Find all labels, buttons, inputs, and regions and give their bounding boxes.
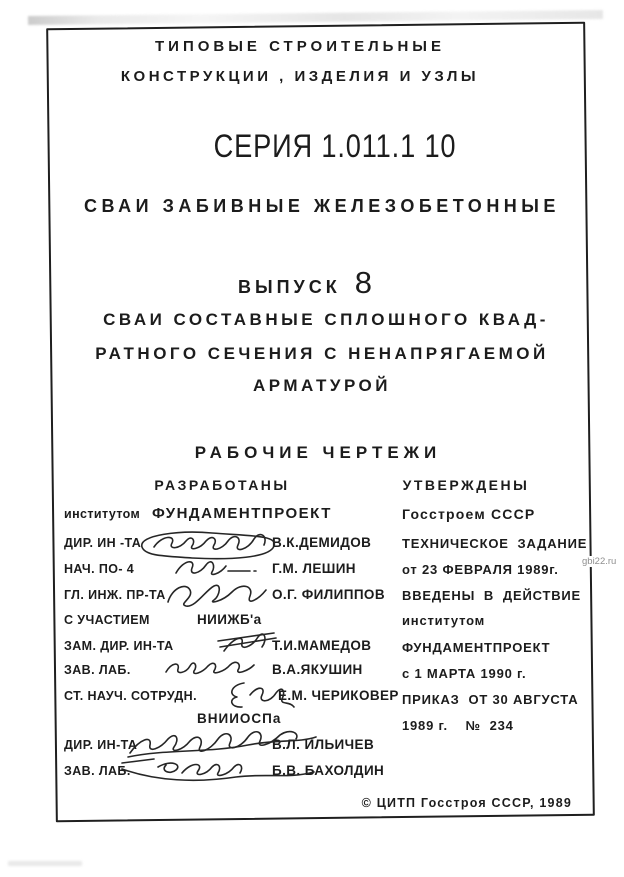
- institute-name: ФУНДАМЕНТПРОЕКТ: [152, 505, 332, 522]
- role-label: С УЧАСТИЕМ: [64, 613, 150, 627]
- institute-label: институтом: [64, 507, 141, 521]
- person-name: В.Л. ИЛЬИЧЕВ: [272, 737, 375, 752]
- role-label: ГЛ. ИНЖ. ПР-ТА: [64, 588, 166, 602]
- working-drawings-title: РАБОЧИЕ ЧЕРТЕЖИ: [194, 443, 442, 462]
- person-name: Г.М. ЛЕШИН: [272, 561, 356, 576]
- approved-column-header: УТВЕРЖДЕНЫ: [402, 477, 530, 493]
- approved-line: ТЕХНИЧЕСКОЕ ЗАДАНИЕ: [402, 536, 588, 551]
- issue-label: ВЫПУСК: [238, 277, 341, 297]
- signature-yakushin-icon: [162, 650, 260, 678]
- signature-bakholdin-icon: [120, 753, 320, 791]
- issue-description-line2: РАТНОГО СЕЧЕНИЯ С НЕНАПРЯГАЕМОЙ: [95, 344, 549, 363]
- issue-number: 8: [354, 265, 372, 300]
- doc-category-line2: КОНСТРУКЦИИ , ИЗДЕЛИЯ И УЗЛЫ: [120, 68, 480, 85]
- signature-leshin-icon: [170, 553, 262, 581]
- role-label: ДИР. ИН -ТА: [64, 536, 142, 550]
- role-label: ДИР. ИН-ТА: [64, 738, 138, 752]
- approved-line: от 23 ФЕВРАЛЯ 1989г.: [402, 562, 559, 577]
- org-name-vniiosp: ВНИИОСПа: [197, 711, 282, 726]
- person-name: Е.М. ЧЕРИКОВЕР: [278, 688, 399, 703]
- approved-line: с 1 МАРТА 1990 г.: [402, 666, 527, 681]
- role-label: ЗАВ. ЛАБ.: [64, 663, 131, 677]
- doc-subject-title: СВАИ ЗАБИВНЫЕ ЖЕЛЕЗОБЕТОННЫЕ: [84, 196, 560, 216]
- issue-description-line1: СВАИ СОСТАВНЫЕ СПЛОШНОГО КВАД-: [103, 310, 549, 329]
- role-label: ЗАМ. ДИР. ИН-ТА: [64, 639, 174, 653]
- role-label: СТ. НАУЧ. СОТРУДН.: [64, 689, 197, 703]
- org-name-niizhb: НИИЖБ'а: [197, 612, 262, 627]
- approved-order-number: 1989 г. № 234: [402, 718, 514, 733]
- role-label: НАЧ. ПО- 4: [64, 562, 135, 576]
- approved-by-org: Госстроем СССР: [402, 506, 536, 522]
- copyright-line: © ЦИТП Госстроя СССР, 1989: [361, 796, 572, 810]
- site-watermark: gbi22.ru: [582, 556, 617, 567]
- issue-description-line3: АРМАТУРОЙ: [253, 376, 391, 395]
- issue-heading: [238, 265, 372, 301]
- approved-line: институтом: [402, 613, 486, 628]
- person-name: Т.И.МАМЕДОВ: [272, 638, 372, 653]
- person-name: В.А.ЯКУШИН: [272, 662, 363, 677]
- scan-smudge-bottom: [8, 861, 82, 866]
- approved-line: ПРИКАЗ ОТ 30 АВГУСТА: [402, 692, 579, 707]
- developed-column-header: РАЗРАБОТАНЫ: [154, 477, 290, 493]
- person-name: Б.В. БАХОЛДИН: [272, 763, 385, 778]
- doc-category-line1: ТИПОВЫЕ СТРОИТЕЛЬНЫЕ: [155, 38, 445, 55]
- approved-line: ВВЕДЕНЫ В ДЕЙСТВИЕ: [402, 588, 582, 603]
- signature-filippov-icon: [162, 578, 270, 610]
- series-title: СЕРИЯ 1.011.1 10: [213, 128, 457, 164]
- approved-line: ФУНДАМЕНТПРОЕКТ: [402, 640, 551, 655]
- signature-cherikover-icon: [224, 677, 296, 713]
- role-label: ЗАВ. ЛАБ.: [64, 764, 131, 778]
- person-name: В.К.ДЕМИДОВ: [272, 535, 372, 550]
- person-name: О.Г. ФИЛИППОВ: [272, 587, 385, 602]
